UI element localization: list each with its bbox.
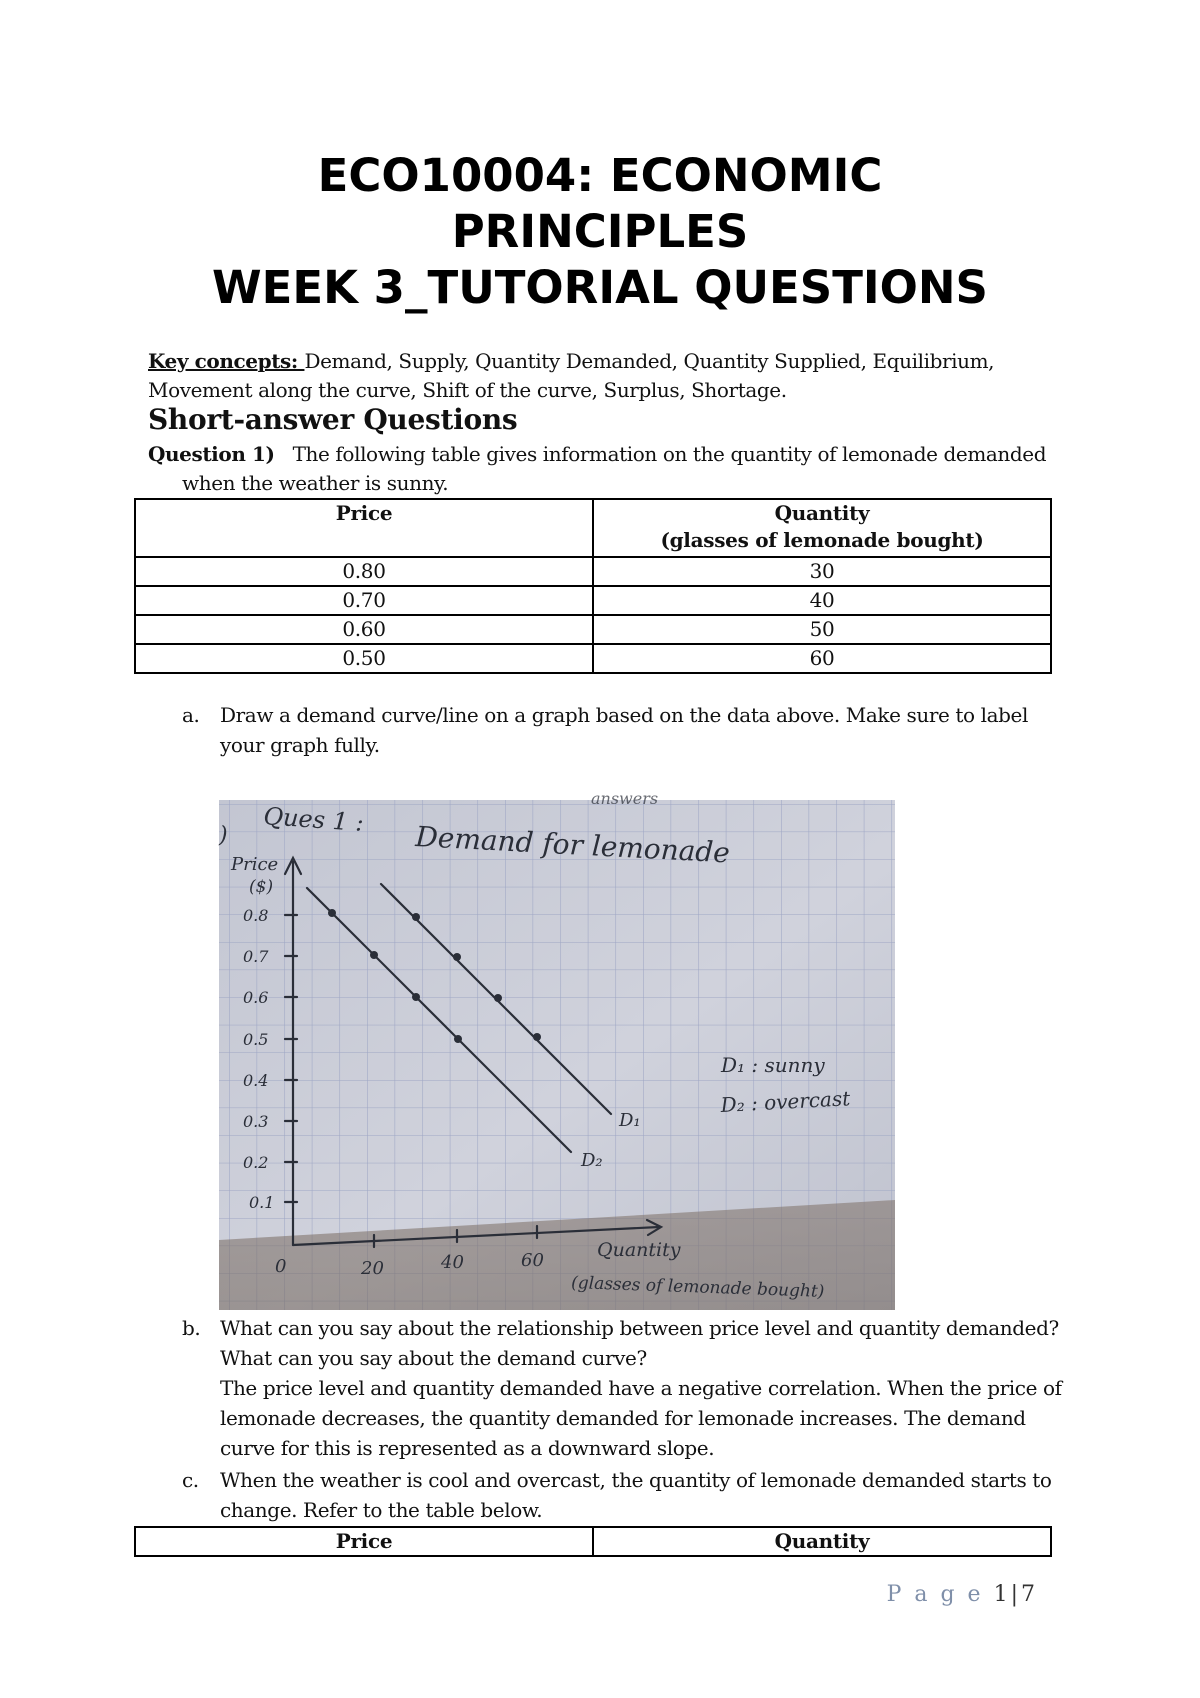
table-cell-quantity: 40 bbox=[593, 586, 1051, 615]
curve-label-d1: D₁ bbox=[619, 1110, 641, 1131]
graph-title: Demand for lemonade bbox=[414, 820, 731, 870]
y-tick-label: 0.8 bbox=[243, 906, 269, 925]
title-line-3: WEEK 3_TUTORIAL QUESTIONS bbox=[212, 261, 988, 314]
y-tick-label: 0.1 bbox=[249, 1193, 275, 1212]
hand-drawn-demand-graph bbox=[219, 789, 895, 1310]
x-tick-label: 0 bbox=[275, 1256, 287, 1277]
table-header-quantity bbox=[593, 499, 1051, 557]
y-tick-label: 0.4 bbox=[243, 1071, 269, 1090]
y-axis-label-price: Price bbox=[231, 854, 279, 875]
part-b-answer: The price level and quantity demanded have a negative correlation. When the price of lemonade decreases, the quantity demanded for lemonade increases. The demand curve for this is represented as a downward slope. bbox=[220, 1376, 1062, 1460]
d2-point-30 bbox=[328, 909, 336, 917]
part-a-label: a. bbox=[182, 703, 200, 727]
part-a bbox=[182, 700, 1062, 760]
legend-d1-sunny: D₁ : sunny bbox=[721, 1053, 825, 1077]
x-axis-label: Quantity bbox=[597, 1239, 681, 1261]
table-cell-quantity: 30 bbox=[593, 557, 1051, 586]
section-heading: Short-answer Questions bbox=[148, 403, 518, 436]
y-tick-label: 0.6 bbox=[243, 988, 269, 1007]
part-b-question: What can you say about the relationship between price level and quantity demanded? What can you say about the demand curve? bbox=[220, 1316, 1059, 1370]
x-tick-label: 40 bbox=[441, 1252, 464, 1273]
table-header-row bbox=[135, 1527, 1051, 1556]
title-line-2: PRINCIPLES bbox=[451, 205, 749, 258]
table-row bbox=[135, 557, 1051, 586]
part-b bbox=[182, 1313, 1062, 1463]
page-footer bbox=[887, 1582, 1038, 1607]
table-header-quantity-sub: (glasses of lemonade bought) bbox=[660, 528, 984, 552]
y-tick-label: 0.5 bbox=[243, 1030, 269, 1049]
y-tick-label: 0.3 bbox=[243, 1112, 269, 1131]
part-c-text: When the weather is cool and overcast, the quantity of lemonade demanded starts to change. Refer to the table below. bbox=[220, 1468, 1052, 1522]
x-tick-label: 60 bbox=[521, 1250, 544, 1271]
table-row bbox=[135, 586, 1051, 615]
table-header-price: Price bbox=[135, 499, 593, 557]
d2-point-60 bbox=[454, 1035, 462, 1043]
demand-table-overcast bbox=[134, 1526, 1052, 1557]
d1-point-80 bbox=[533, 1033, 541, 1041]
question-1-text-line-2: when the weather is sunny. bbox=[182, 471, 449, 495]
graph-top-scribble: answers bbox=[591, 789, 659, 808]
y-axis-label-unit: ($) bbox=[249, 877, 274, 897]
total-pages: 7 bbox=[1021, 1582, 1038, 1607]
page-separator: | bbox=[1010, 1582, 1021, 1607]
demand-table-sunny bbox=[134, 498, 1052, 674]
question-1-label: Question 1) bbox=[148, 442, 275, 466]
part-a-text: Draw a demand curve/line on a graph based on the data above. Make sure to label your graph fully. bbox=[220, 703, 1028, 757]
table-header-row bbox=[135, 499, 1051, 557]
key-concepts-text: Demand, Supply, Quantity Demanded, Quantity Supplied, Equilibrium, Movement along the curve, Shift of the curve, Surplus, Shortage. bbox=[148, 349, 995, 402]
page-number: 1 bbox=[993, 1582, 1011, 1607]
page-word: P a g e bbox=[886, 1582, 984, 1607]
table-cell-price: 0.50 bbox=[135, 644, 593, 673]
graph-ques-label: Ques 1 : bbox=[262, 802, 365, 837]
question-1 bbox=[148, 440, 1068, 498]
d1-point-60 bbox=[453, 953, 461, 961]
table-header-quantity-title: Quantity bbox=[774, 501, 870, 525]
table-row bbox=[135, 644, 1051, 673]
d2-point-40 bbox=[370, 951, 378, 959]
curve-label-d2: D₂ bbox=[581, 1150, 603, 1171]
d1-point-70 bbox=[494, 994, 502, 1002]
legend-d2-overcast: D₂ : overcast bbox=[720, 1086, 851, 1117]
key-concepts bbox=[148, 347, 1068, 405]
y-tick-label: 0.7 bbox=[243, 947, 269, 966]
part-c bbox=[182, 1465, 1062, 1525]
question-1-text-line-1: The following table gives information on the quantity of lemonade demanded bbox=[292, 442, 1047, 466]
table-cell-quantity: 60 bbox=[593, 644, 1051, 673]
part-c-label: c. bbox=[182, 1468, 199, 1492]
title-line-1: ECO10004: ECONOMIC bbox=[317, 149, 883, 202]
table-cell-price: 0.70 bbox=[135, 586, 593, 615]
x-axis-label-sub: (glasses of lemonade bought) bbox=[570, 1273, 825, 1302]
key-concepts-label: Key concepts: bbox=[148, 349, 305, 373]
table-header-price: Price bbox=[135, 1527, 593, 1556]
d1-point-50 bbox=[412, 913, 420, 921]
table-cell-quantity: 50 bbox=[593, 615, 1051, 644]
table-header-quantity: Quantity bbox=[593, 1527, 1051, 1556]
table-cell-price: 0.60 bbox=[135, 615, 593, 644]
x-tick-label: 20 bbox=[361, 1258, 384, 1279]
graph-a-marker: ) bbox=[219, 823, 228, 848]
d2-point-50 bbox=[412, 993, 420, 1001]
table-row bbox=[135, 615, 1051, 644]
y-tick-label: 0.2 bbox=[243, 1153, 269, 1172]
table-cell-price: 0.80 bbox=[135, 557, 593, 586]
part-b-label: b. bbox=[182, 1316, 201, 1340]
document-title bbox=[0, 148, 1200, 316]
